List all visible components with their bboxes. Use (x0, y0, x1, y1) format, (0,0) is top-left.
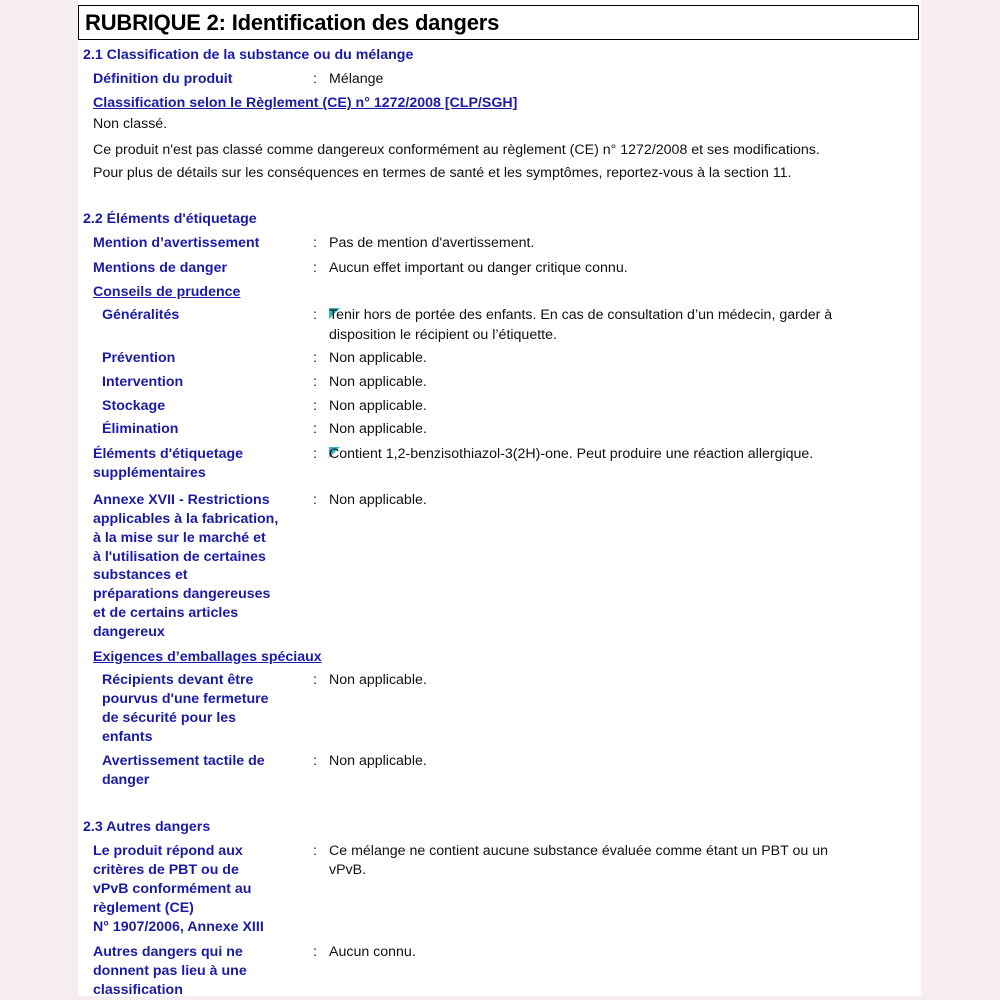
supplementary-label-line-1: Éléments d'étiquetage (93, 446, 244, 462)
hazard-statements-label: Mentions de danger (93, 260, 228, 276)
intervention-label: Intervention (102, 374, 184, 390)
annexe-label-line-6: préparations dangereuses (93, 586, 271, 602)
annexe-label-line-1: Annexe XVII - Restrictions (93, 492, 270, 508)
colon: : (313, 398, 317, 414)
colon: : (313, 843, 317, 859)
colon: : (313, 446, 317, 462)
tactile-warning-label-line-1: Avertissement tactile de (102, 753, 265, 769)
other-hazards-label-line-1: Autres dangers qui ne (93, 944, 243, 960)
annexe-value: Non applicable. (329, 492, 427, 508)
colon: : (313, 374, 317, 390)
disposal-value: Non applicable. (329, 421, 427, 437)
product-definition-value: Mélange (329, 71, 384, 87)
pbt-label-line-2: critères de PBT ou de (93, 862, 239, 878)
non-classe-text: Non classé. (93, 116, 168, 132)
annexe-label-line-7: et de certains articles (93, 605, 239, 621)
colon: : (313, 71, 317, 87)
annexe-label-line-3: à la mise sur le marché et (93, 530, 266, 546)
supplementary-value: Contient 1,2-benzisothiazol-3(2H)-one. Peut produire une réaction allergique. (329, 446, 814, 462)
other-hazards-label-line-2: donnent pas lieu à une (93, 963, 247, 979)
section-header (78, 5, 919, 40)
tactile-warning-value: Non applicable. (329, 753, 427, 769)
colon: : (313, 753, 317, 769)
classification-paragraph-1: Ce produit n'est pas classé comme dangereux conformément au règlement (CE) n° 1272/2008 et ses modifications. (93, 142, 820, 158)
subsection-2-3-title: 2.3 Autres dangers (83, 819, 211, 835)
pbt-label-line-4: règlement (CE) (93, 900, 194, 916)
child-closure-label-line-4: enfants (102, 729, 153, 745)
storage-label: Stockage (102, 398, 166, 414)
hazard-statements-value: Aucun effet important ou danger critique connu. (329, 260, 628, 276)
annexe-label-line-5: substances et (93, 567, 188, 583)
supplementary-label-line-2: supplémentaires (93, 465, 206, 481)
product-definition-label: Définition du produit (93, 71, 233, 87)
colon: : (313, 421, 317, 437)
classification-link[interactable]: Classification selon le Règlement (CE) n° 1272/2008 [CLP/SGH] (93, 95, 518, 111)
prevention-label: Prévention (102, 350, 176, 366)
colon: : (313, 672, 317, 688)
signal-word-value: Pas de mention d'avertissement. (329, 235, 535, 251)
colon: : (313, 235, 317, 251)
colon: : (313, 350, 317, 366)
disposal-label: Élimination (102, 421, 179, 437)
colon: : (313, 944, 317, 960)
other-hazards-label-line-3: classification (93, 982, 183, 996)
child-closure-label-line-1: Récipients devant être (102, 672, 254, 688)
subsection-2-2-title: 2.2 Éléments d'étiquetage (83, 211, 257, 227)
pbt-label-line-5: N° 1907/2006, Annexe XIII (93, 919, 264, 935)
general-value-line-1: Tenir hors de portée des enfants. En cas de consultation d’un médecin, garder à (329, 307, 833, 323)
pbt-value-line-2: vPvB. (329, 862, 367, 878)
storage-value: Non applicable. (329, 398, 427, 414)
classification-paragraph-2: Pour plus de détails sur les conséquences en termes de santé et les symptômes, reportez-vous à la section 11. (93, 165, 792, 181)
general-value-line-2: disposition le récipient ou l’étiquette. (329, 327, 557, 343)
colon: : (313, 260, 317, 276)
prevention-value: Non applicable. (329, 350, 427, 366)
annexe-label-line-4: à l'utilisation de certaines (93, 549, 266, 565)
section-title: RUBRIQUE 2: Identification des dangers (85, 10, 500, 35)
special-packaging-link[interactable]: Exigences d’emballages spéciaux (93, 649, 322, 665)
signal-word-label: Mention d’avertissement (93, 235, 260, 251)
child-closure-value: Non applicable. (329, 672, 427, 688)
pbt-label-line-1: Le produit répond aux (93, 843, 243, 859)
colon: : (313, 492, 317, 508)
pbt-label-line-3: vPvB conformément au (93, 881, 252, 897)
tactile-warning-label-line-2: danger (102, 772, 150, 788)
subsection-2-1-title: 2.1 Classification de la substance ou du mélange (83, 47, 414, 63)
annexe-label-line-2: applicables à la fabrication, (93, 511, 279, 527)
child-closure-label-line-2: pourvus d'une fermeture (102, 691, 269, 707)
other-hazards-value: Aucun connu. (329, 944, 416, 960)
pbt-value-line-1: Ce mélange ne contient aucune substance évaluée comme étant un PBT ou un (329, 843, 828, 859)
intervention-value: Non applicable. (329, 374, 427, 390)
document-page (78, 0, 921, 996)
annexe-label-line-8: dangereux (93, 624, 165, 640)
general-label: Généralités (102, 307, 180, 323)
colon: : (313, 307, 317, 323)
precautionary-statements-link[interactable]: Conseils de prudence (93, 284, 241, 300)
child-closure-label-line-3: de sécurité pour les (102, 710, 237, 726)
